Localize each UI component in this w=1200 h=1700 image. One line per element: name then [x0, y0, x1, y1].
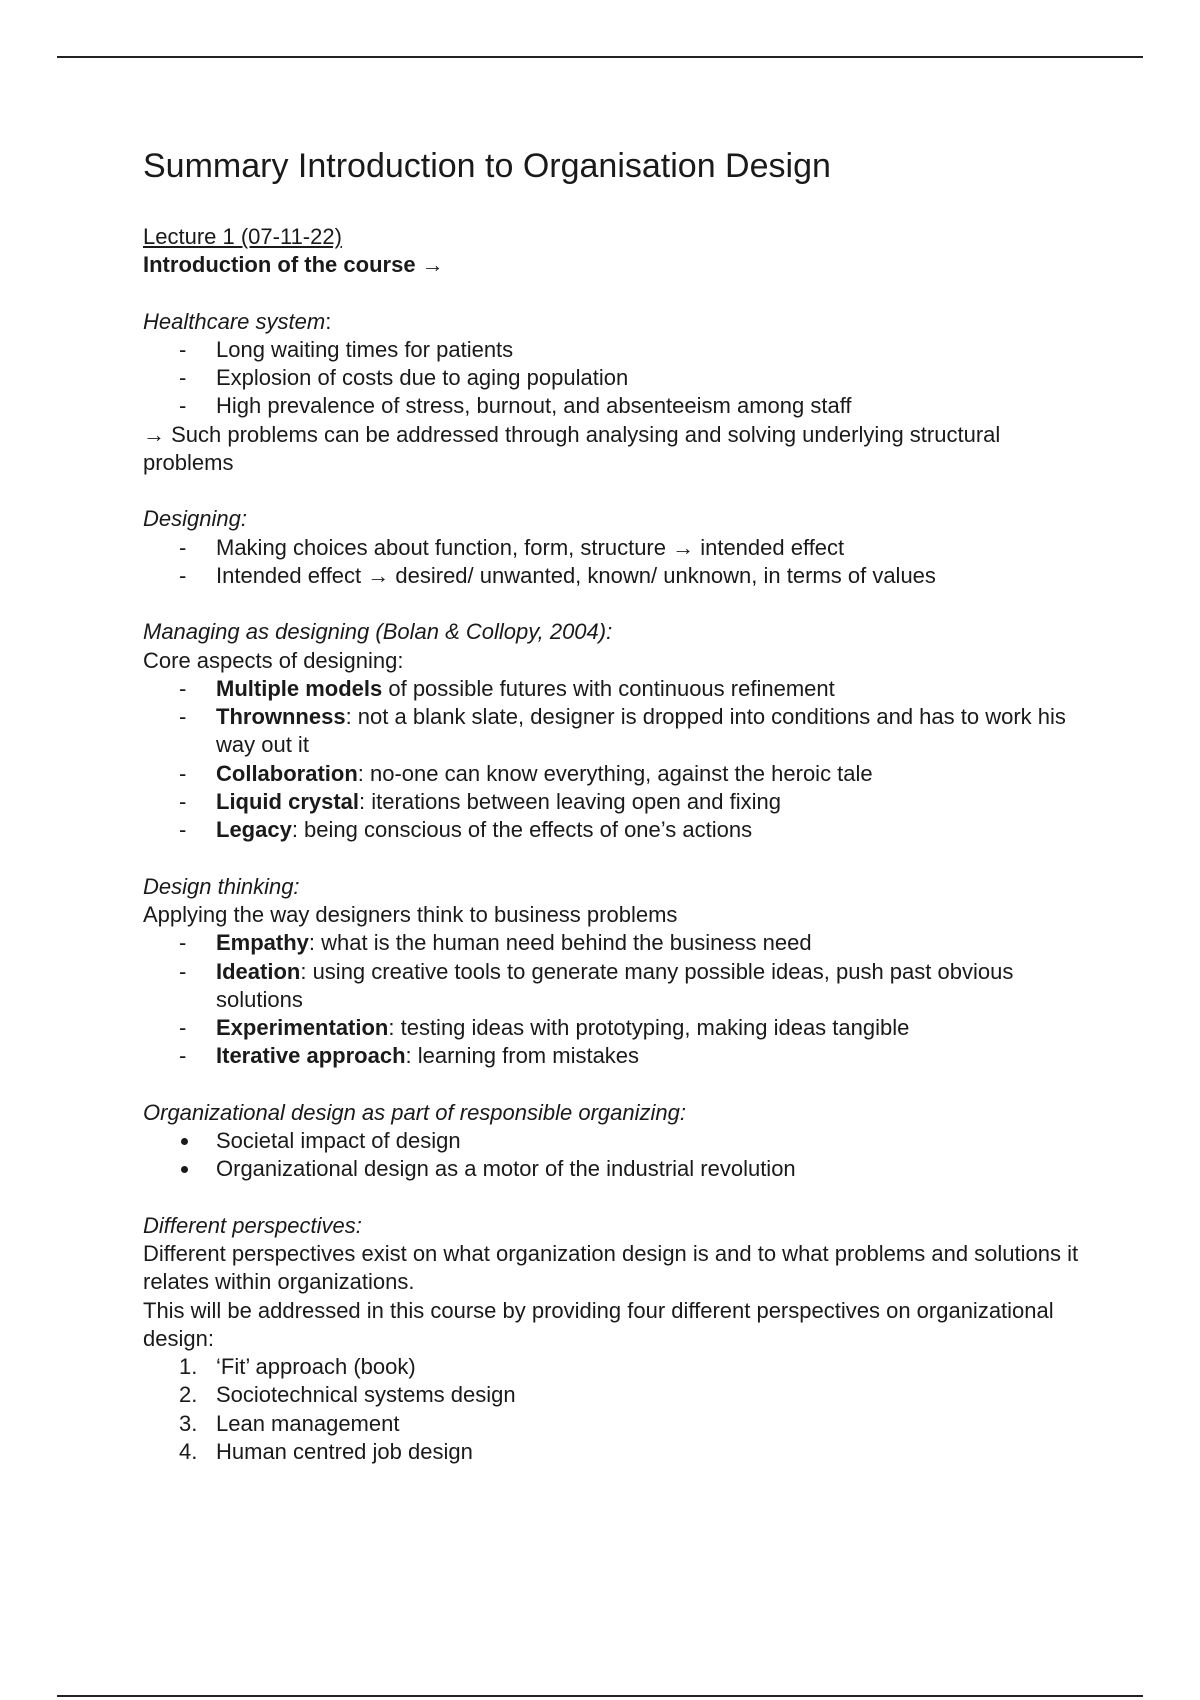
- list-item: 3. Lean management: [179, 1410, 400, 1436]
- list-item: - Explosion of costs due to aging population: [179, 365, 629, 391]
- perspectives-paragraph: Different perspectives exist on what organization design is and to what problems and solutions it relates within organizations.: [143, 1240, 1079, 1295]
- healthcare-list: [143, 336, 1083, 421]
- perspectives-section: [143, 1212, 1083, 1467]
- designing-section: [143, 505, 1083, 590]
- document-body: [143, 139, 1083, 1466]
- list-item: Societal impact of design: [143, 1127, 1083, 1155]
- list-item: 2. Sociotechnical systems design: [179, 1382, 516, 1408]
- top-rule: [57, 56, 1143, 58]
- list-item: - Multiple models of possible futures with continuous refinement: [179, 675, 835, 701]
- design-thinking-list: [143, 929, 1083, 1070]
- bottom-rule: [57, 1695, 1143, 1697]
- responsible-list: [143, 1127, 1083, 1184]
- design-thinking-subheading: Applying the way designers think to business problems: [143, 901, 678, 927]
- list-item: - Making choices about function, form, structure → intended effect: [179, 534, 845, 560]
- responsible-heading: Organizational design as part of responsible organizing:: [143, 1099, 686, 1125]
- list-item: - Collaboration: no-one can know everything, against the heroic tale: [179, 760, 873, 786]
- designing-heading: Designing:: [143, 506, 247, 532]
- list-item: - Empathy: what is the human need behind the business need: [179, 930, 812, 956]
- managing-subheading: Core aspects of designing:: [143, 647, 404, 673]
- healthcare-heading: Healthcare system:: [143, 308, 332, 334]
- intro-heading: Introduction of the course →: [143, 252, 444, 278]
- lecture-heading: Lecture 1 (07-11-22): [143, 224, 342, 249]
- managing-section: [143, 618, 1083, 844]
- list-item: - Thrownness: not a blank slate, designer is dropped into conditions and has to work his way out it: [179, 704, 1066, 758]
- list-item: - Iterative approach: learning from mistakes: [179, 1043, 640, 1069]
- perspectives-heading: Different perspectives:: [143, 1212, 362, 1238]
- list-item: - Liquid crystal: iterations between leaving open and fixing: [179, 789, 781, 815]
- responsible-section: [143, 1099, 1083, 1184]
- design-thinking-heading: Design thinking:: [143, 873, 300, 899]
- list-item: 1. ‘Fit’ approach (book): [179, 1354, 416, 1380]
- healthcare-section: [143, 308, 1083, 478]
- list-item: - Long waiting times for patients: [179, 336, 514, 362]
- bullet-icon: [181, 1138, 188, 1145]
- list-item: - Legacy: being conscious of the effects of one’s actions: [179, 817, 753, 843]
- list-item: Organizational design as a motor of the industrial revolution: [143, 1155, 1083, 1183]
- list-item: - Experimentation: testing ideas with prototyping, making ideas tangible: [179, 1015, 910, 1041]
- list-item: 4. Human centred job design: [179, 1438, 473, 1464]
- perspectives-paragraph: This will be addressed in this course by providing four different perspectives on organizational design:: [143, 1297, 1054, 1351]
- healthcare-conclusion: → Such problems can be addressed through analysing and solving underlying structural problems: [143, 421, 1001, 476]
- perspectives-list: [143, 1353, 1083, 1466]
- design-thinking-section: [143, 873, 1083, 1071]
- designing-list: [143, 534, 1083, 591]
- managing-list: [143, 675, 1083, 845]
- page-title: Summary Introduction to Organisation Design: [143, 147, 831, 185]
- list-item: - High prevalence of stress, burnout, and absenteeism among staff: [179, 393, 852, 419]
- list-item: - Ideation: using creative tools to generate many possible ideas, push past obvious solutions: [179, 958, 1014, 1012]
- bullet-icon: [181, 1166, 188, 1173]
- list-item: - Intended effect → desired/ unwanted, known/ unknown, in terms of values: [179, 562, 936, 588]
- managing-heading: Managing as designing (Bolan & Collopy, 2004):: [143, 619, 613, 645]
